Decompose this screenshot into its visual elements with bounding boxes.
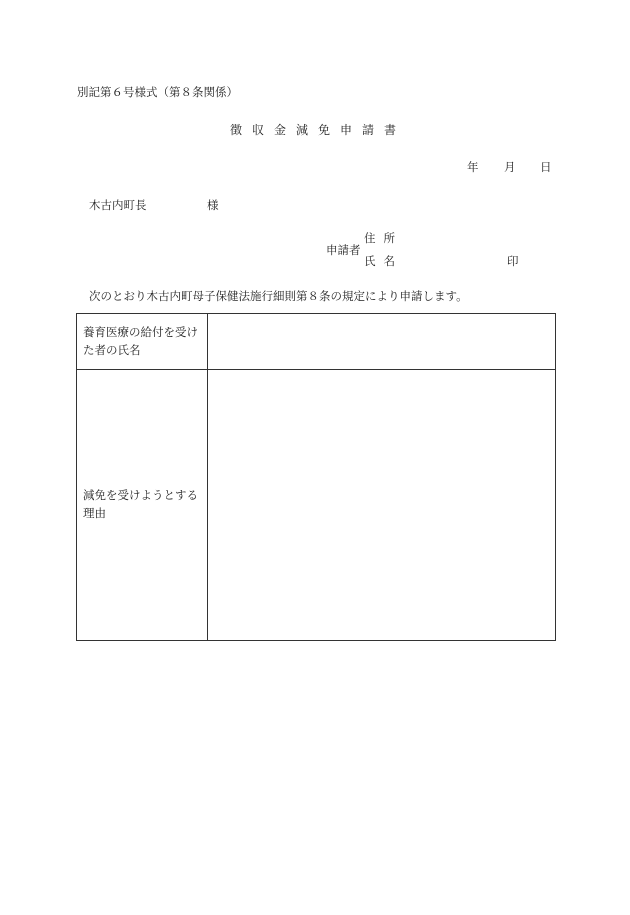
address-label: 住所 [364,231,403,245]
table-row [77,314,556,370]
form-number: 別記第６号様式（第８条関係） [77,85,238,99]
reason-label: 減免を受けようとする理由 [77,370,208,641]
date-day-label: 日 [540,160,552,174]
table-row [77,370,556,641]
reason-field[interactable] [208,370,556,641]
document-title: 徴収金減免申請書 [229,123,406,137]
date-month-label: 月 [504,160,516,174]
addressee-honorific: 様 [207,198,219,212]
application-form-table [76,313,556,641]
recipient-name-field[interactable] [208,314,556,370]
seal-mark: 印 [507,254,519,268]
addressee-name: 木古内町長 [89,198,147,212]
name-label: 氏名 [364,254,403,268]
application-statement: 次のとおり木古内町母子保健法施行細則第８条の規定により申請します。 [89,289,468,303]
applicant-label: 申請者 [326,243,361,257]
recipient-name-label: 養育医療の給付を受けた者の氏名 [77,314,208,370]
date-year-label: 年 [467,160,479,174]
